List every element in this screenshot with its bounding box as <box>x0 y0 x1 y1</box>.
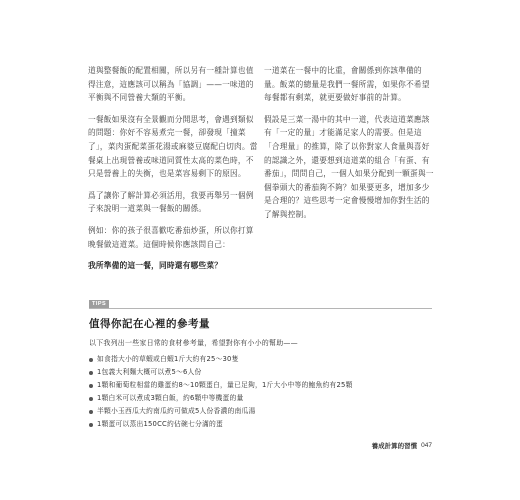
list-item: 1顆白米可以煮成3顆白飯，約6顆中等機蛋的量 <box>89 392 353 405</box>
bullet-icon <box>89 358 93 362</box>
list-item: 如食指大小的草蝦或白蝦1斤大約有25～30隻 <box>89 353 353 366</box>
bullet-icon <box>89 397 93 401</box>
tips-heading: 值得你記在心裡的參考量 <box>89 318 210 330</box>
paragraph: 一道菜在一餐中的比重，會關係到你該準備的量。飯菜的總量是我們一餐所需，如果你不希望每餐都有剩菜，就更要做好事前的計算。 <box>264 66 430 103</box>
paragraph: 假設是三菜一湯中的其中一道，代表這道菜應該有「一定的量」才能滿足家人的需要。但是這「合理量」的推算，除了以你對家人食量與喜好的認識之外，還要想到這道菜的組合「有蛋、有番茄」，問問自己，一個人如果分配到一顆蛋與一個拳頭大的番茄夠不夠？如果要更多，增加多少是合理的？這些思考一定會慢慢增加你對生活的了解與控制。 <box>264 114 434 219</box>
page-footer <box>372 441 432 450</box>
left-text-column <box>88 64 260 281</box>
tips-list <box>89 353 353 431</box>
tips-tag: TIPS <box>89 300 109 308</box>
paragraph: 爲了讓你了解計算必須活用，我要再舉另一個例子來說明一道菜與一餐飯的關係。 <box>88 190 254 214</box>
bullet-icon <box>89 371 93 375</box>
tips-divider <box>89 308 432 309</box>
list-item: 1包義大利麵大概可以煮5～6人份 <box>89 366 353 379</box>
bullet-icon <box>89 384 93 388</box>
list-item: 1顆和葡萄粒相當的雞蛋約8～10顆蛋白，量已足夠，1斤大小中等的鮑魚約有25顆 <box>89 379 353 392</box>
page-number: 047 <box>421 442 432 449</box>
list-item: 半顆小玉西瓜大約南瓜約可做成5人份香濃的南瓜湯 <box>89 405 353 418</box>
tips-intro: 以下我列出一些家日常的食材參考量，希望對你有小小的幫助—— <box>89 339 298 347</box>
list-item: 1顆蛋可以蒸出150CC約佔碗七分滿的蛋 <box>89 418 353 431</box>
paragraph: 道與整餐飯的配置相關，所以另有一種計算也值得注意，這應該可以稱為「協調」——一味道的平衡與不同營養大類的平衡。 <box>88 66 254 103</box>
bullet-icon <box>89 410 93 414</box>
paragraph: 一餐飯如果沒有全景觀而分開思考，會遇到類似的問題：你好不容易煮完一餐，卻發現「撞菜了」，菜肉蛋配菜蛋花湯或麻婆豆腐配白切肉。當餐桌上出現營養或味道同質性太高的菜色時，不只是營養上的失衡，也是菜容易剩下的原因。 <box>88 114 258 179</box>
running-footer-title: 養成計算的習慣 <box>371 442 418 450</box>
bullet-icon <box>89 423 93 427</box>
question-paragraph: 我所準備的這一餐，同時還有哪些菜？ <box>88 261 223 271</box>
paragraph: 例如：你的孩子很喜歡吃番茄炒蛋，所以你打算晚餐做這道菜。這個時候你應該問自己： <box>88 225 254 249</box>
right-text-column <box>264 64 436 230</box>
